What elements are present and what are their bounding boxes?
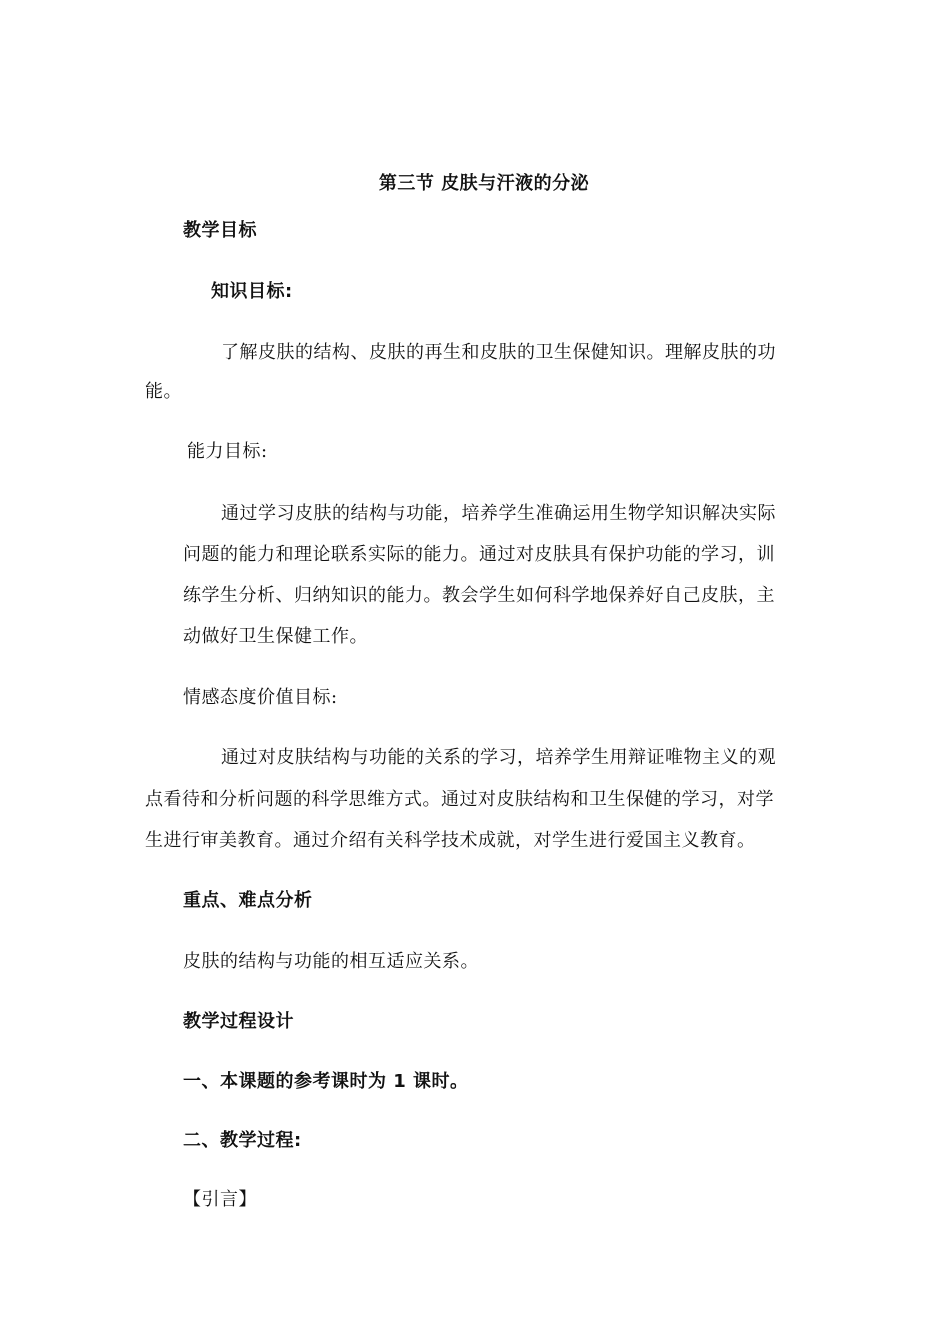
key-points-heading: 重点、难点分析 bbox=[183, 890, 313, 911]
ability-goal-text-line: 动做好卫生保健工作。 bbox=[183, 626, 368, 647]
knowledge-goal-text-line: 了解皮肤的结构、皮肤的再生和皮肤的卫生保健知识。理解皮肤的功 bbox=[221, 342, 776, 363]
teaching-goals-heading: 教学目标 bbox=[183, 220, 257, 241]
intro-label: 【引言】 bbox=[183, 1189, 257, 1210]
key-points-text: 皮肤的结构与功能的相互适应关系。 bbox=[183, 951, 479, 972]
document-title: 第三节 皮肤与汗液的分泌 bbox=[378, 173, 590, 194]
emotion-goal-text-line: 点看待和分析问题的科学思维方式。通过对皮肤结构和卫生保健的学习，对学 bbox=[145, 789, 774, 810]
ability-goal-text-line: 问题的能力和理论联系实际的能力。通过对皮肤具有保护功能的学习，训 bbox=[183, 544, 775, 565]
process-design-heading: 教学过程设计 bbox=[183, 1011, 294, 1032]
ability-goal-text-line: 通过学习皮肤的结构与功能，培养学生准确运用生物学知识解决实际 bbox=[221, 503, 776, 524]
ability-goal-text-line: 练学生分析、归纳知识的能力。教会学生如何科学地保养好自己皮肤，主 bbox=[183, 585, 775, 606]
knowledge-goal-heading: 知识目标: bbox=[211, 281, 293, 302]
item-two: 二、教学过程: bbox=[183, 1130, 302, 1151]
knowledge-goal-text-line: 能。 bbox=[145, 381, 182, 402]
ability-goal-heading: 能力目标: bbox=[187, 441, 268, 462]
emotion-goal-text-line: 通过对皮肤结构与功能的关系的学习，培养学生用辩证唯物主义的观 bbox=[221, 747, 776, 768]
emotion-goal-heading: 情感态度价值目标: bbox=[183, 687, 338, 708]
emotion-goal-text-line: 生进行审美教育。通过介绍有关科学技术成就，对学生进行爱国主义教育。 bbox=[145, 830, 756, 851]
item-one: 一、本课题的参考课时为 1 课时。 bbox=[183, 1071, 469, 1092]
